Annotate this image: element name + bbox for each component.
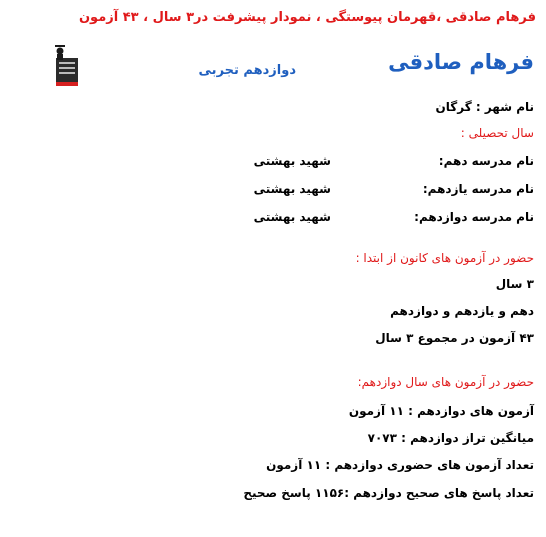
city-line: نام شهر : گرگان: [435, 100, 534, 114]
grade12-item: میانگین تراز دوازدهم : ۷۰۷۳: [367, 431, 534, 445]
school-10-value: شهید بهشتی: [253, 154, 331, 168]
kanoon-item: ۳ سال: [495, 277, 534, 291]
kanoon-heading: حضور در آزمون های کانون از ابتدا :: [355, 251, 534, 265]
page-headline: فرهام صادقی ،قهرمان پیوستگی ، نمودار پیشرفت در۳ سال ، ۴۳ آزمون: [78, 10, 536, 25]
grade12-heading: حضور در آزمون های سال دوازدهم:: [357, 375, 534, 389]
grade12-item: تعداد پاسخ های صحیح دوازدهم :۱۱۵۶ پاسخ صحیح: [243, 486, 534, 500]
school-10-label: نام مدرسه دهم:: [438, 154, 534, 168]
school-11-label: نام مدرسه یازدهم:: [422, 182, 534, 196]
school-12-value: شهید بهشتی: [253, 210, 331, 224]
grade12-item: تعداد آزمون های حضوری دوازدهم : ۱۱ آزمون: [266, 458, 534, 472]
kanoon-item: دهم و یازدهم و دوازدهم: [390, 304, 534, 318]
kanoon-item: ۴۳ آزمون در مجموع ۳ سال: [375, 331, 534, 345]
graduate-book-logo-icon: [51, 42, 83, 90]
student-name: فرهام صادقی: [388, 50, 534, 74]
school-years-heading: سال تحصیلی :: [460, 126, 534, 140]
grade12-item: آزمون های دوازدهم : ۱۱ آزمون: [348, 404, 534, 418]
school-12-label: نام مدرسه دوازدهم:: [414, 210, 534, 224]
school-11-value: شهید بهشتی: [253, 182, 331, 196]
grade-field: دوازدهم تجربی: [198, 63, 296, 78]
